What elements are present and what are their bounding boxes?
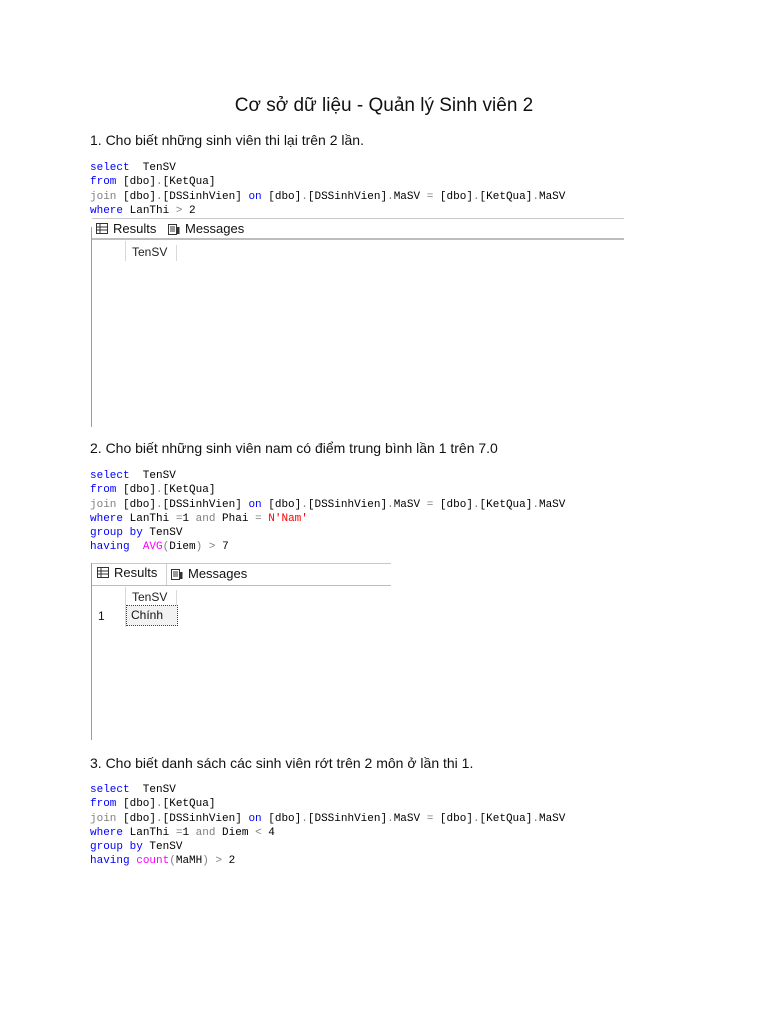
sql-line	[90, 540, 565, 554]
tab-results[interactable]	[97, 565, 157, 580]
sql-line	[90, 812, 565, 826]
sql-token: [KetQua]	[479, 190, 533, 203]
sql-code-2	[90, 469, 565, 555]
sql-token: [KetQua]	[479, 812, 533, 825]
sql-token: .	[301, 812, 308, 825]
sql-token	[130, 541, 143, 553]
sql-line	[90, 469, 565, 483]
sql-token: >	[208, 541, 216, 554]
sql-token: .	[387, 190, 394, 203]
sql-token: <	[255, 826, 262, 839]
sql-token: AVG	[142, 541, 163, 554]
results-pane-1	[91, 221, 624, 427]
sql-token: [dbo]	[433, 190, 473, 203]
messages-icon	[171, 568, 183, 580]
sql-token: TenSV	[142, 527, 183, 540]
sql-token: Phai	[215, 512, 256, 525]
sql-token: select	[90, 470, 130, 482]
sql-token: [KetQua]	[479, 498, 533, 511]
sql-token: MaSV	[393, 190, 427, 203]
sql-token: where	[90, 826, 124, 839]
sql-line	[90, 204, 565, 218]
sql-token: [DSSinhVien]	[162, 190, 249, 203]
sql-token: [dbo]	[116, 176, 157, 189]
tab-results[interactable]	[96, 221, 156, 236]
sql-token: 1	[182, 512, 196, 525]
sql-token: MaSV	[393, 812, 427, 825]
sql-token: MaMH	[175, 855, 203, 868]
sql-token: [DSSinhVien]	[307, 812, 388, 825]
sql-token: .	[156, 798, 163, 811]
sql-token: .	[472, 812, 480, 825]
sql-token: 1	[182, 826, 196, 839]
sql-token: 7	[215, 541, 229, 554]
tab-messages[interactable]	[171, 566, 247, 581]
sql-token: MaSV	[538, 190, 566, 203]
sql-token: having	[90, 541, 130, 554]
sql-token: )	[195, 541, 203, 554]
sql-token: .	[156, 176, 163, 189]
sql-token: on	[248, 812, 262, 825]
sql-token: [dbo]	[116, 812, 157, 825]
sql-token: .	[387, 812, 394, 825]
sql-line	[90, 498, 565, 512]
sql-token: [DSSinhVien]	[307, 498, 388, 511]
sql-token: and	[195, 826, 216, 839]
sql-line	[90, 190, 565, 204]
sql-token: [DSSinhVien]	[162, 498, 249, 511]
sql-token: on	[248, 498, 262, 511]
results-tabbar-1	[92, 218, 624, 240]
sql-token: by	[129, 527, 143, 540]
sql-token: [dbo]	[433, 812, 473, 825]
sql-token: N'Nam'	[268, 512, 308, 525]
sql-token: select	[90, 162, 130, 174]
sql-token: .	[156, 190, 163, 203]
sql-token: and	[195, 512, 216, 525]
sql-token: .	[472, 190, 480, 203]
column-header-tensv[interactable]: TenSV	[132, 590, 177, 606]
sql-token: )	[202, 855, 209, 868]
sql-token: .	[532, 190, 539, 203]
sql-line	[90, 840, 565, 854]
sql-line	[90, 175, 565, 189]
sql-token: MaSV	[538, 498, 566, 511]
sql-token: from	[90, 798, 117, 811]
sql-line	[90, 512, 565, 526]
sql-token: 2	[222, 855, 236, 868]
sql-token: TenSV	[129, 162, 176, 174]
sql-token: .	[301, 498, 308, 511]
sql-token: by	[129, 841, 143, 854]
sql-token: >	[215, 855, 223, 868]
sql-token	[202, 541, 209, 553]
sql-token: .	[387, 498, 394, 511]
sql-token: group	[90, 841, 124, 854]
question-2: 2. Cho biết những sinh viên nam có điểm trung bình lần 1 trên 7.0	[90, 440, 498, 456]
tab-messages-label: Messages	[188, 566, 248, 581]
sql-token: [dbo]	[433, 498, 473, 511]
results-tabbar-2	[92, 563, 391, 586]
results-pane-2	[91, 563, 391, 740]
sql-token: TenSV	[142, 841, 183, 854]
sql-token: Diem	[215, 826, 256, 839]
tab-messages[interactable]	[168, 221, 244, 236]
sql-token: from	[90, 176, 117, 189]
sql-token: [dbo]	[261, 498, 302, 511]
sql-token: 2	[182, 204, 196, 217]
sql-token: =	[255, 512, 262, 525]
sql-token: .	[156, 812, 163, 825]
sql-token: join	[90, 812, 117, 825]
tab-results-label: Results	[114, 565, 158, 580]
messages-icon	[168, 223, 180, 235]
sql-token: TenSV	[129, 784, 176, 796]
column-header-tensv[interactable]: TenSV	[132, 245, 177, 261]
sql-token: count	[136, 855, 170, 868]
question-3: 3. Cho biết danh sách các sinh viên rớt trên 2 môn ở lần thi 1.	[90, 755, 474, 771]
question-1: 1. Cho biết những sinh viên thi lại trên 2 lần.	[90, 132, 364, 148]
sql-token: LanThi	[123, 512, 176, 525]
sql-token: =	[175, 512, 183, 525]
sql-token: [dbo]	[116, 190, 157, 203]
sql-token: group	[90, 527, 124, 540]
sql-token: .	[156, 484, 163, 497]
sql-token: [DSSinhVien]	[307, 190, 388, 203]
sql-token: [dbo]	[261, 190, 302, 203]
result-cell-tensv[interactable]: Chính	[126, 605, 178, 626]
document-title: Cơ sở dữ liệu - Quản lý Sinh viên 2	[234, 95, 534, 116]
sql-token: .	[301, 190, 308, 203]
sql-token: .	[472, 498, 480, 511]
sql-token: [dbo]	[116, 484, 157, 497]
sql-token: select	[90, 784, 130, 796]
sql-token: where	[90, 512, 124, 525]
sql-token: LanThi	[123, 204, 176, 217]
sql-token: MaSV	[393, 498, 427, 511]
sql-token: join	[90, 190, 117, 203]
sql-line	[90, 783, 565, 797]
sql-line	[90, 797, 565, 811]
sql-token: (	[162, 541, 170, 554]
sql-token: =	[175, 826, 183, 839]
sql-token: on	[248, 190, 262, 203]
sql-token: [KetQua]	[162, 798, 216, 811]
sql-token: 4	[261, 826, 275, 839]
sql-token: (	[169, 855, 176, 868]
sql-code-1	[90, 161, 565, 218]
sql-line	[90, 161, 565, 175]
sql-token: Diem	[169, 541, 196, 554]
sql-line	[90, 854, 565, 868]
sql-token: having	[90, 855, 130, 868]
sql-line	[90, 826, 565, 840]
grid-icon	[96, 223, 108, 234]
sql-token: LanThi	[123, 826, 176, 839]
sql-token: .	[532, 498, 539, 511]
sql-token: =	[426, 498, 434, 511]
sql-token	[123, 527, 130, 539]
sql-token: =	[426, 190, 434, 203]
sql-token: [KetQua]	[162, 484, 216, 497]
sql-token: TenSV	[129, 470, 176, 482]
sql-token	[123, 841, 130, 853]
sql-token: .	[532, 812, 539, 825]
sql-token: [dbo]	[116, 798, 157, 811]
sql-token: [dbo]	[261, 812, 302, 825]
sql-token: >	[175, 204, 183, 217]
sql-token: from	[90, 484, 117, 497]
sql-code-3	[90, 783, 565, 869]
sql-token: =	[426, 812, 434, 825]
sql-token: [dbo]	[116, 498, 157, 511]
sql-token: [KetQua]	[162, 176, 216, 189]
grid-icon	[97, 567, 109, 578]
sql-token: .	[156, 498, 163, 511]
tab-messages-label: Messages	[185, 221, 245, 236]
tab-results-label: Results	[113, 221, 157, 236]
sql-token: where	[90, 204, 124, 217]
sql-token: join	[90, 498, 117, 511]
row-number: 1	[98, 609, 105, 623]
sql-line	[90, 483, 565, 497]
sql-token: MaSV	[538, 812, 566, 825]
sql-token: [DSSinhVien]	[162, 812, 249, 825]
sql-line	[90, 526, 565, 540]
